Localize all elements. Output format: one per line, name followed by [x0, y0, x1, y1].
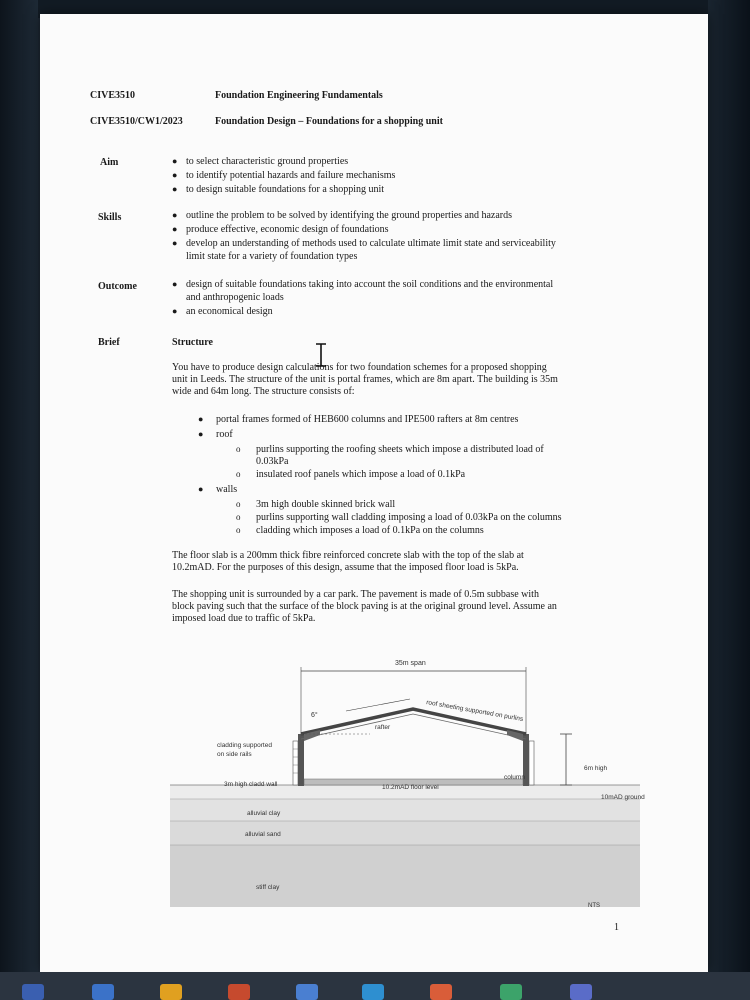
app-icon[interactable]	[92, 984, 114, 1000]
left-column	[298, 734, 304, 786]
roof-sub-item: insulated roof panels which impose a load of 0.1kPa	[256, 469, 466, 480]
slab-paragraph: The floor slab is a 200mm thick fibre reinforced concrete slab with the top of the slab at	[172, 550, 524, 561]
monitor-bezel-right	[708, 0, 750, 1000]
assignment-title: Foundation Design – Foundations for a shopping unit	[215, 116, 443, 127]
walls-item: walls	[216, 484, 238, 495]
bullet-icon: ●	[172, 156, 178, 166]
sub-bullet-icon: o	[236, 525, 241, 535]
carpark-paragraph: The shopping unit is surrounded by a car park. The pavement is made of 0.5m subbase with	[172, 589, 539, 600]
roof-item: roof	[216, 429, 233, 440]
floor-level-label: 10.2mAD floor level	[382, 784, 439, 791]
brief-heading: Structure	[172, 337, 213, 348]
brick-wall-label: 3m high cladd wall	[224, 781, 278, 788]
span-label: 35m span	[395, 660, 426, 667]
app-icon[interactable]	[500, 984, 522, 1000]
skills-item: develop an understanding of methods used to calculate ultimate limit state and serviceability	[186, 238, 556, 249]
walls-sub-item: cladding which imposes a load of 0.1kPa on the columns	[256, 525, 484, 536]
bullet-icon: ●	[198, 484, 204, 494]
bullet-icon: ●	[172, 279, 178, 289]
skills-item: produce effective, economic design of foundations	[186, 224, 389, 235]
sub-bullet-icon: o	[236, 499, 241, 509]
brief-intro: You have to produce design calculations for two foundation schemes for a proposed shopping	[172, 362, 547, 373]
frames-item: portal frames formed of HEB600 columns and IPE500 rafters at 8m centres	[216, 414, 519, 425]
sub-bullet-icon: o	[236, 512, 241, 522]
skills-label: Skills	[98, 212, 122, 223]
walls-sub-item: purlins supporting wall cladding imposing a load of 0.03kPa on the columns	[256, 512, 562, 523]
bullet-icon: ●	[198, 414, 204, 424]
outcome-label: Outcome	[98, 281, 137, 292]
brief-intro: wide and 64m long. The structure consists of:	[172, 386, 355, 397]
aim-label: Aim	[100, 157, 119, 168]
alluvial-sand-layer	[170, 821, 640, 845]
ground-label: 10mAD ground	[601, 794, 645, 801]
assignment-code: CIVE3510/CW1/2023	[90, 116, 183, 127]
bullet-icon: ●	[172, 224, 178, 234]
app-icon[interactable]	[430, 984, 452, 1000]
nts-label: NTS	[588, 903, 600, 909]
foundation-diagram	[170, 639, 645, 909]
slab-paragraph: 10.2mAD. For the purposes of this design, assume that the imposed floor load is 5kPa.	[172, 562, 519, 573]
app-icon[interactable]	[160, 984, 182, 1000]
bullet-icon: ●	[198, 429, 204, 439]
carpark-paragraph: imposed load due to traffic of 5kPa.	[172, 613, 316, 624]
aim-item: to design suitable foundations for a shopping unit	[186, 184, 385, 195]
alluvial-sand-label: alluvial sand	[245, 831, 281, 838]
text-cursor-icon	[314, 342, 328, 368]
bullet-icon: ●	[172, 210, 178, 220]
bullet-icon: ●	[172, 170, 178, 180]
column-label: column	[504, 774, 525, 781]
page-number: 1	[614, 922, 619, 933]
stiff-clay-label: stiff clay	[256, 884, 280, 891]
course-code: CIVE3510	[90, 90, 136, 101]
outcome-item-cont: and anthropogenic loads	[186, 292, 284, 303]
sub-bullet-icon: o	[236, 444, 241, 454]
skills-item: outline the problem to be solved by identifying the ground properties and hazards	[186, 210, 513, 221]
app-icon[interactable]	[362, 984, 384, 1000]
outcome-item: an economical design	[186, 306, 273, 317]
app-icon[interactable]	[570, 984, 592, 1000]
aim-item: to select characteristic ground properties	[186, 156, 349, 167]
outcome-item: design of suitable foundations taking into account the soil conditions and the environmental	[186, 279, 554, 290]
document-page	[40, 14, 708, 972]
roof-sheeting-label: roof sheeting supported on purlins	[425, 699, 524, 724]
app-icon[interactable]	[22, 984, 44, 1000]
carpark-paragraph: block paving such that the surface of the block paving is at the original ground level. Assume an	[172, 601, 557, 612]
monitor-bezel-left	[0, 0, 38, 1000]
alluvial-clay-label: alluvial clay	[247, 810, 281, 817]
stiff-clay-layer	[170, 845, 640, 907]
brief-intro: unit in Leeds. The structure of the unit is portal frames, which are 8m apart. The building is 35m	[172, 374, 558, 385]
alluvial-clay-layer	[170, 799, 640, 821]
bullet-icon: ●	[172, 306, 178, 316]
walls-sub-item: 3m high double skinned brick wall	[256, 499, 396, 510]
cladding-label: cladding supported	[217, 742, 272, 749]
bullet-icon: ●	[172, 238, 178, 248]
height-label: 6m high	[584, 765, 608, 772]
bullet-icon: ●	[172, 184, 178, 194]
app-icon[interactable]	[228, 984, 250, 1000]
course-title: Foundation Engineering Fundamentals	[215, 90, 383, 101]
sub-bullet-icon: o	[236, 469, 241, 479]
roof-sub-item: purlins supporting the roofing sheets which impose a distributed load of	[256, 444, 544, 455]
cladding-label-cont: on side rails	[217, 751, 252, 758]
angle-label: 6°	[311, 712, 318, 719]
roof-sub-item-cont: 0.03kPa	[256, 456, 289, 467]
app-icon[interactable]	[296, 984, 318, 1000]
brief-label: Brief	[98, 337, 120, 348]
aim-item: to identify potential hazards and failure mechanisms	[186, 170, 396, 181]
rafter-label: rafter	[375, 724, 391, 731]
skills-item-cont: limit state for a variety of foundation types	[186, 251, 358, 262]
